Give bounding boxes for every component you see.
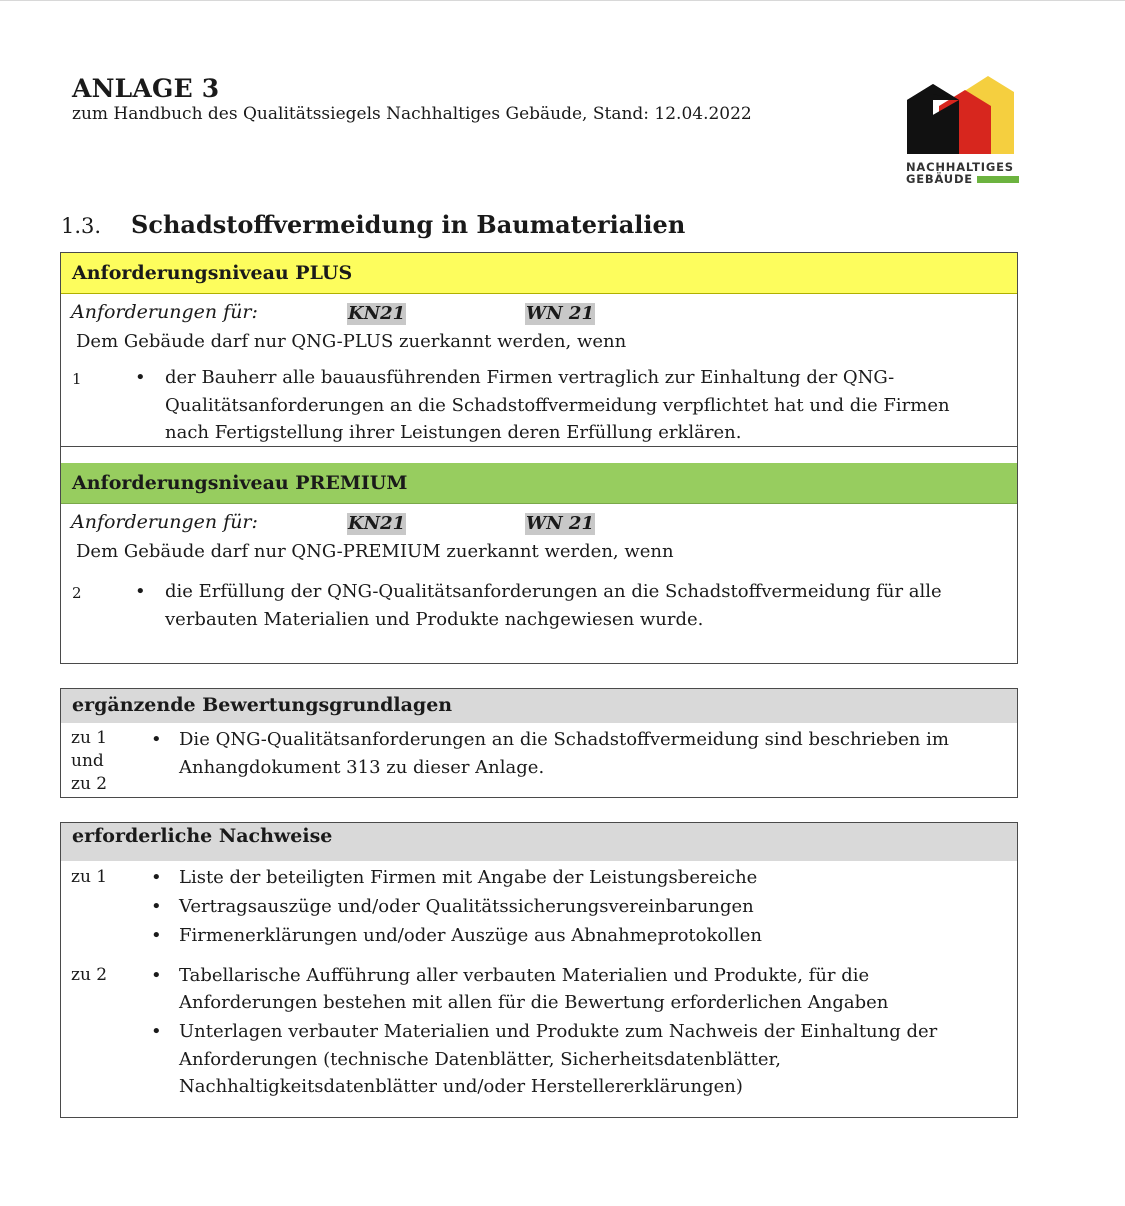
- bullet-icon: •: [151, 729, 162, 750]
- nachweise-item-text: Liste der beteiligten Firmen mit Angabe der Leistungsbereiche: [179, 867, 758, 888]
- premium-requirement-row: [61, 504, 1017, 540]
- premium-item-number: 2: [72, 584, 82, 602]
- bullet-icon: •: [151, 925, 162, 946]
- plus-item-text: der Bauherr alle bauausführenden Firmen vertraglich zur Einhaltung der QNG-Qualitätsanforderungen an die Schadstoffvermeidung verpflichtet hat und die Firmen nach Fertigstellung ihrer Leistungen deren Erfüllung erklären.: [165, 367, 950, 443]
- grundlagen-label-line-1: zu 1: [71, 728, 108, 748]
- premium-tag-kn21: KN21: [348, 513, 406, 534]
- bullet-icon: •: [151, 1021, 162, 1042]
- grundlagen-text: Die QNG-Qualitätsanforderungen an die Schadstoffvermeidung sind beschrieben im Anhangdokument 313 zu dieser Anlage.: [179, 729, 949, 778]
- nachweise-item: [151, 962, 979, 1017]
- plus-heading: Anforderungsniveau PLUS: [61, 253, 1017, 294]
- nachweise-item-text: Vertragsauszüge und/oder Qualitätssicherungsvereinbarungen: [179, 896, 754, 917]
- plus-intro: Dem Gebäude darf nur QNG-PLUS zuerkannt werden, wenn: [76, 331, 627, 352]
- logo-line-2: GEBÄUDE: [906, 172, 973, 186]
- nachweise-item: [151, 1018, 979, 1101]
- annex-title: ANLAGE 3: [72, 74, 220, 103]
- plus-requirement-row: [61, 294, 1017, 330]
- bullet-icon: •: [151, 964, 162, 986]
- nachweise-heading: erforderliche Nachweise: [61, 823, 1017, 861]
- premium-item-text: die Erfüllung der QNG-Qualitätsanforderungen an die Schadstoffvermeidung für alle verbauten Materialien und Produkte nachgewiesen wurde.: [165, 581, 942, 630]
- plus-item-number: 1: [72, 370, 82, 388]
- plus-req-label: Anforderungen für:: [71, 301, 258, 323]
- bullet-icon: •: [151, 867, 162, 888]
- premium-heading: Anforderungsniveau PREMIUM: [61, 463, 1017, 504]
- premium-intro: Dem Gebäude darf nur QNG-PREMIUM zuerkannt werden, wenn: [76, 541, 674, 562]
- grundlagen-item: [151, 726, 979, 781]
- plus-tag-wn21: WN 21: [526, 303, 594, 324]
- grundlagen-row: [61, 723, 1017, 794]
- section-number: 1.3.: [61, 214, 102, 238]
- nachweise-group-2: [61, 950, 1017, 1101]
- nachweise-item-text: Unterlagen verbauter Materialien und Produkte zum Nachweis der Einhaltung der Anforderungen (technische Datenblätter, Sicherheitsdatenblätter, Nachhaltigkeitsdatenblätter und/oder Herstellererklärungen): [179, 1021, 938, 1097]
- logo-wordmark: [906, 161, 1019, 185]
- nachweise-item: [151, 864, 979, 892]
- nachweise-group-2-label: zu 2: [71, 964, 108, 985]
- grundlagen-label: [71, 727, 107, 796]
- nachweise-table: [60, 822, 1018, 1118]
- logo-green-bar: [977, 176, 1019, 183]
- grundlagen-heading: ergänzende Bewertungsgrundlagen: [61, 689, 1017, 723]
- nachweise-group-1: [61, 861, 1017, 950]
- nachweise-group-1-label: zu 1: [71, 867, 108, 887]
- nachweise-item-text: Tabellarische Aufführung aller verbauten Materialien und Produkte, für die Anforderungen bestehen mit allen für die Bewertung erforderlichen Angaben: [179, 964, 889, 1013]
- requirements-table: [60, 252, 1018, 664]
- bullet-icon: •: [135, 367, 146, 388]
- premium-req-label: Anforderungen für:: [71, 511, 258, 533]
- nachweise-item-text: Firmenerklärungen und/oder Auszüge aus Abnahmeprotokollen: [179, 925, 762, 946]
- annex-subtitle: zum Handbuch des Qualitätssiegels Nachhaltiges Gebäude, Stand: 12.04.2022: [72, 104, 752, 124]
- plus-item: [61, 364, 1017, 447]
- page-top-border: [0, 0, 1125, 1]
- section-title: Schadstoffvermeidung in Baumaterialien: [131, 210, 686, 239]
- logo-line-1: NACHHALTIGES: [906, 160, 1014, 174]
- grundlagen-label-line-2: und: [71, 751, 104, 771]
- nachweise-item: [151, 922, 979, 950]
- bullet-icon: •: [135, 581, 146, 602]
- grundlagen-label-line-3: zu 2: [71, 774, 108, 794]
- premium-tag-wn21: WN 21: [526, 513, 594, 534]
- grundlagen-table: [60, 688, 1018, 798]
- bullet-icon: •: [151, 896, 162, 917]
- premium-item: [61, 578, 1017, 633]
- plus-tag-kn21: KN21: [348, 303, 406, 324]
- nachweise-item: [151, 893, 979, 921]
